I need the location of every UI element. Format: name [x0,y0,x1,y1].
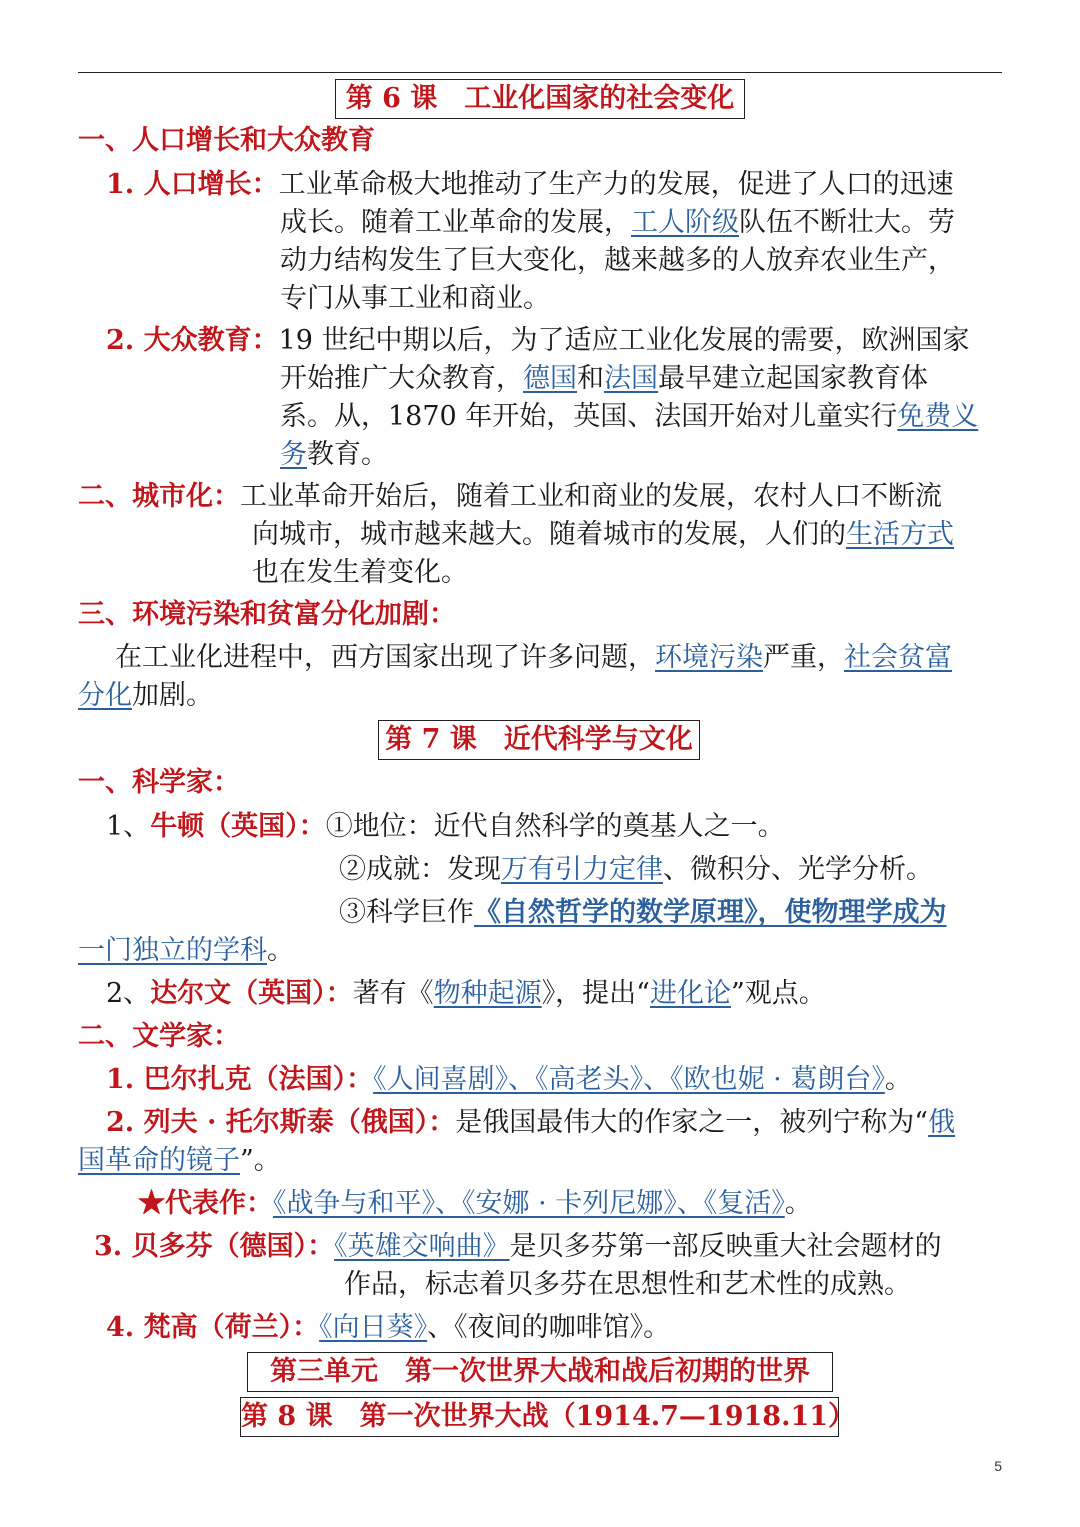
item-label: 牛顿（英国）： [150,811,326,842]
section-heading-scientists: 一、科学家： [78,767,240,798]
keyword: 务 [280,439,307,470]
text-line: 一门独立的学科。 [78,935,294,966]
text-line: 系。从，1870 年开始，英国、法国开始对儿童实行免费义 [280,401,979,432]
item-representative-works: ★代表作：《战争与和平》、《安娜 · 卡列尼娜》、《复活》。 [138,1188,812,1219]
item-balzac: 1. 巴尔扎克（法国）：《人间喜剧》、《高老头》、《欧也妮 · 葛朗台》。 [106,1064,912,1095]
keyword: 环境污染 [655,642,763,673]
item-label: 3. 贝多芬（德国）： [94,1231,335,1262]
keyword: 法国 [604,363,658,394]
text-line: 动力结构发生了巨大变化，越来越多的人放弃农业生产， [280,245,955,276]
text-line: 国革命的镜子”。 [78,1145,281,1176]
item-label: ★代表作： [138,1188,273,1219]
item-label: 2. 大众教育： [106,325,279,356]
text-line: 开始推广大众教育，德国和法国最早建立起国家教育体 [280,363,928,394]
keyword: 物种起源 [433,978,542,1009]
keyword: 《向日葵》 [319,1312,428,1343]
section-heading-population: 一、人口增长和大众教育 [78,125,375,156]
lesson-6-title: 第 6 课 工业化国家的社会变化 [335,79,745,119]
keyword: 《英雄交响曲》 [334,1231,510,1262]
keyword: 国革命的镜子 [78,1145,240,1176]
keyword: 免费义 [897,401,979,432]
item-label: 达尔文（英国）： [150,978,353,1009]
item-label: 1. 巴尔扎克（法国）： [106,1064,374,1095]
text-line: 成长。随着工业革命的发展，工人阶级队伍不断壮大。劳 [280,207,955,238]
text-line: ②成就：发现万有引力定律、微积分、光学分析。 [339,854,933,885]
keyword: 《战争与和平》、《安娜 · 卡列尼娜》、《复活》 [273,1188,785,1219]
item-label: 4. 梵高（荷兰）： [106,1312,320,1343]
keyword: 《人间喜剧》、《高老头》、《欧也妮 · 葛朗台》 [373,1064,885,1095]
header-rule [78,72,1002,73]
text-line: 向城市，城市越来越大。随着城市的发展，人们的生活方式 [252,519,954,550]
page-number: 5 [994,1458,1002,1474]
keyword: 俄 [928,1107,956,1138]
text-line: 分化加剧。 [78,680,213,711]
item-population-growth: 1. 人口增长：工业革命极大地推动了生产力的发展，促进了人口的迅速 [106,169,954,200]
keyword: 分化 [78,680,132,711]
text-line: 也在发生着变化。 [252,557,468,588]
text-line: 在工业化进程中，西方国家出现了许多问题，环境污染严重，社会贫富 [115,642,952,673]
item-label: 2. 列夫 · 托尔斯泰（俄国）： [106,1107,456,1138]
text-line: 专门从事工业和商业。 [280,283,550,314]
section-heading-writers: 二、文学家： [78,1021,240,1052]
keyword: 一门独立的学科 [78,935,267,966]
section-urbanization: 二、城市化：工业革命开始后，随着工业和商业的发展，农村人口不断流 [78,481,942,512]
keyword: 工人阶级 [631,207,739,238]
section-heading-pollution: 三、环境污染和贫富分化加剧： [78,599,456,630]
item-mass-education: 2. 大众教育：19 世纪中期以后，为了适应工业化发展的需要，欧洲国家 [106,325,970,356]
keyword: 进化论 [650,978,731,1009]
item-beethoven: 3. 贝多芬（德国）：《英雄交响曲》是贝多芬第一部反映重大社会题材的 [94,1231,942,1262]
item-newton: 1、牛顿（英国）：①地位：近代自然科学的奠基人之一。 [106,811,785,842]
text-line: 务教育。 [280,439,388,470]
keyword: 德国 [523,363,577,394]
keyword: 《自然哲学的数学原理》，使物理学成为 [474,897,947,928]
item-van-gogh: 4. 梵高（荷兰）：《向日葵》、《夜间的咖啡馆》。 [106,1312,671,1343]
lesson-8-title: 第 8 课 第一次世界大战（1914.7—1918.11） [240,1397,839,1437]
keyword: 生活方式 [846,519,954,550]
text-line: ③科学巨作《自然哲学的数学原理》，使物理学成为 [339,897,947,928]
text-line: 作品，标志着贝多芬在思想性和艺术性的成熟。 [344,1269,911,1300]
keyword: 社会贫富 [844,642,952,673]
item-tolstoy: 2. 列夫 · 托尔斯泰（俄国）：是俄国最伟大的作家之一，被列宁称为“俄 [106,1107,956,1138]
keyword: 万有引力定律 [501,854,663,885]
item-label: 1. 人口增长： [106,169,279,200]
item-darwin: 2、达尔文（英国）：著有《物种起源》，提出“进化论”观点。 [106,978,826,1009]
section-heading: 二、城市化： [78,481,240,512]
lesson-7-title: 第 7 课 近代科学与文化 [378,720,700,760]
unit-3-title: 第三单元 第一次世界大战和战后初期的世界 [247,1352,833,1392]
